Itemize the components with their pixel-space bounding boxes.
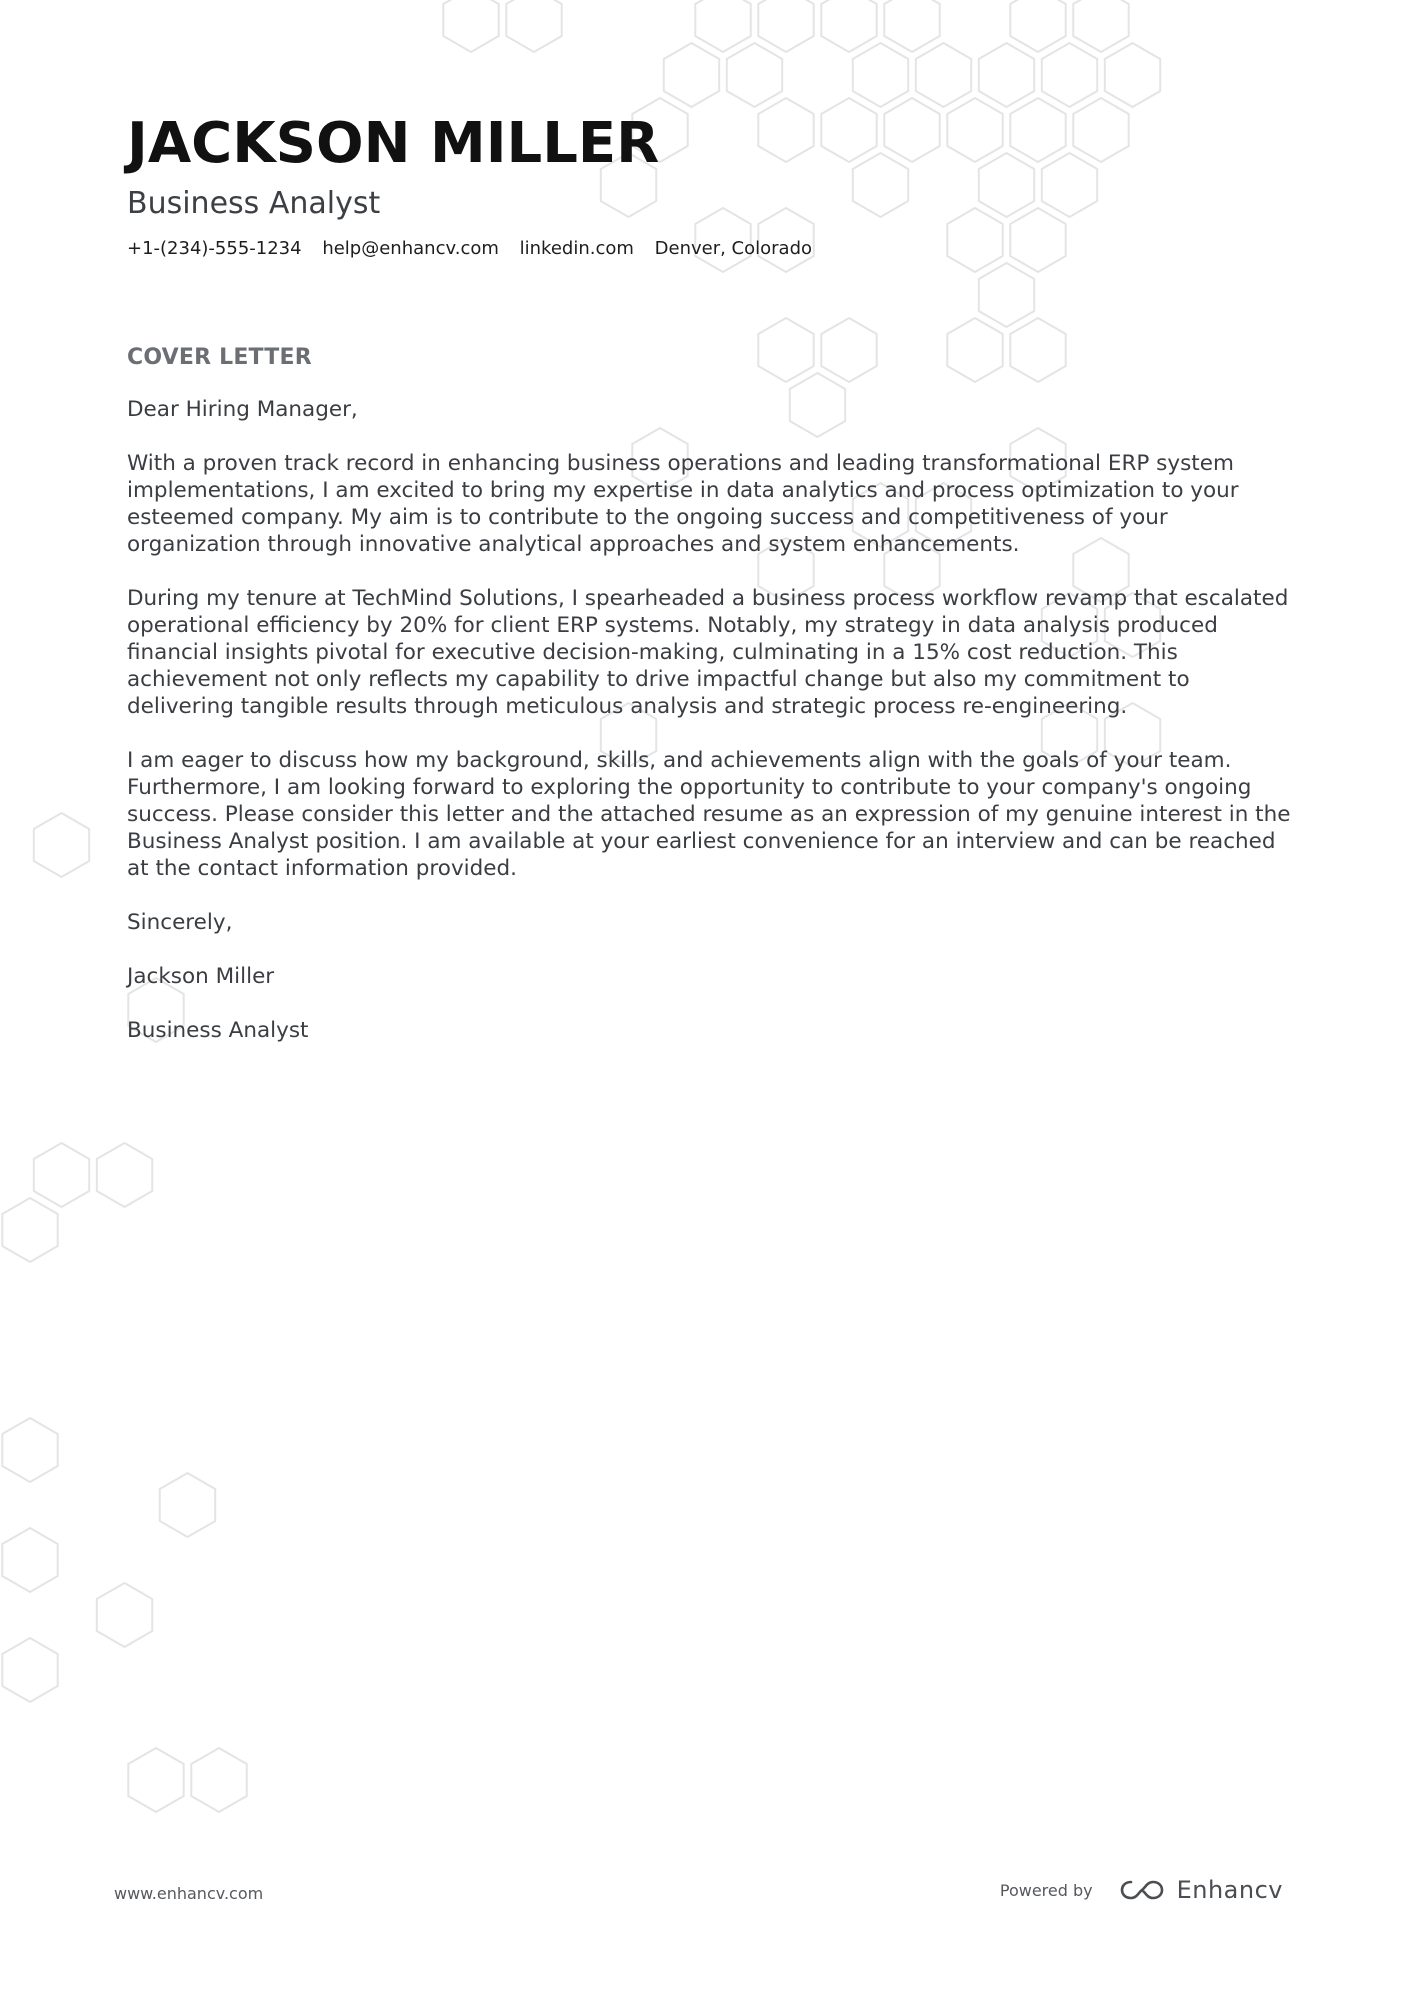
signature-name: Jackson Miller <box>127 964 275 989</box>
contact-linkedin[interactable]: linkedin.com <box>519 238 634 259</box>
signature-title: Business Analyst <box>127 1018 309 1043</box>
enhancv-logo-icon <box>1119 1878 1165 1902</box>
applicant-name: JACKSON MILLER <box>127 111 660 176</box>
contact-info <box>127 236 1277 262</box>
applicant-title: Business Analyst <box>127 186 381 221</box>
salutation: Dear Hiring Manager, <box>127 397 358 422</box>
contact-phone[interactable]: +1-(234)-555-1234 <box>127 238 302 259</box>
footer-branding[interactable] <box>1000 1876 1283 1904</box>
letter-paragraph: I am eager to discuss how my background, skills, and achievements align with the goals of your team. Furthermore, I am looking forward to exploring the opportunity to contribute to your company's ongoing success. Please consider this letter and the attached resume as an expression of my genuine interest in the Business Analyst position. I am available at your earliest convenience for an interview and can be reached at the contact information provided. <box>127 748 1291 881</box>
brand-name: Enhancv <box>1176 1876 1283 1904</box>
header <box>127 106 1277 262</box>
contact-location: Denver, Colorado <box>654 238 813 259</box>
contact-email[interactable]: help@enhancv.com <box>322 238 499 259</box>
powered-by-label: Powered by <box>999 1880 1093 1900</box>
closing: Sincerely, <box>127 910 233 935</box>
section-title: COVER LETTER <box>127 345 312 370</box>
letter-paragraph: During my tenure at TechMind Solutions, I spearheaded a business process workflow revamp that escalated operational efficiency by 20% for client ERP systems. Notably, my strategy in data analysis produced financial insights pivotal for executive decision-making, culminating in a 15% cost reduction. This achievement not only reflects my capability to drive impactful change but also my commitment to delivering tangible results through meticulous analysis and strategic process re-engineering. <box>127 586 1289 719</box>
footer-website[interactable]: www.enhancv.com <box>114 1884 264 1903</box>
letter-body <box>127 396 1292 1071</box>
letter-paragraph: With a proven track record in enhancing business operations and leading transformational ERP system implementations, I am excited to bring my expertise in data analytics and process optimization to your esteemed company. My aim is to contribute to the ongoing success and competitiveness of your organization through innovative analytical approaches and system enhancements. <box>127 451 1239 557</box>
